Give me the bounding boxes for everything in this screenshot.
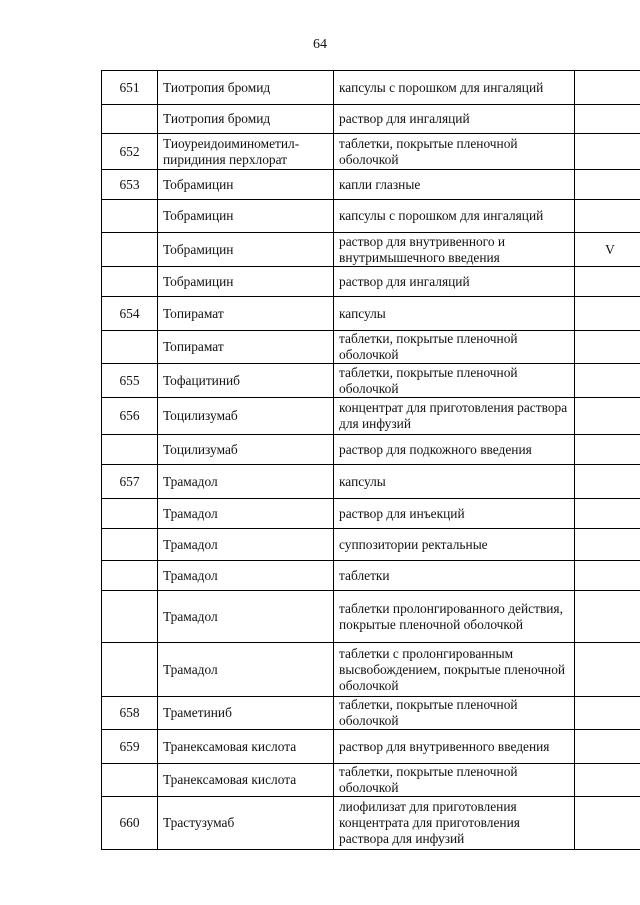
dosage-form-cell: суппозитории ректальные xyxy=(334,529,575,561)
table-row xyxy=(102,764,640,797)
drug-name-cell: Тиотропия бромид xyxy=(158,105,334,134)
row-number-cell xyxy=(102,200,158,233)
row-number-cell: 655 xyxy=(102,364,158,398)
drug-name-cell: Тоцилизумаб xyxy=(158,398,334,435)
table-row xyxy=(102,134,640,170)
page-number: 64 xyxy=(313,37,327,52)
dosage-form-cell: концентрат для приготовления раствора для инфузий xyxy=(334,398,575,435)
row-number-cell xyxy=(102,764,158,797)
drug-name-cell: Тобрамицин xyxy=(158,200,334,233)
table-row xyxy=(102,561,640,591)
table-row xyxy=(102,529,640,561)
table-row xyxy=(102,465,640,499)
table-row xyxy=(102,71,640,105)
table-row xyxy=(102,697,640,730)
table-row xyxy=(102,331,640,364)
drug-name-cell: Тоцилизумаб xyxy=(158,435,334,465)
table-row xyxy=(102,170,640,200)
dosage-form-cell: раствор для подкожного введения xyxy=(334,435,575,465)
dosage-form-cell: раствор для ингаляций xyxy=(334,267,575,297)
row-number-cell xyxy=(102,331,158,364)
dosage-form-cell: капсулы xyxy=(334,465,575,499)
mark-cell xyxy=(575,364,640,398)
dosage-form-cell: лиофилизат для приготовления концентрата для приготовления раствора для инфузий xyxy=(334,797,575,850)
table-row xyxy=(102,499,640,529)
mark-cell xyxy=(575,170,640,200)
mark-cell xyxy=(575,797,640,850)
drug-name-cell: Тобрамицин xyxy=(158,233,334,267)
dosage-form-cell: таблетки, покрытые пленочной оболочкой xyxy=(334,134,575,170)
row-number-cell: 654 xyxy=(102,297,158,331)
mark-cell xyxy=(575,297,640,331)
row-number-cell xyxy=(102,643,158,697)
drug-name-cell: Топирамат xyxy=(158,331,334,364)
mark-cell xyxy=(575,435,640,465)
dosage-form-cell: капли глазные xyxy=(334,170,575,200)
mark-cell xyxy=(575,643,640,697)
mark-cell xyxy=(575,71,640,105)
drug-name-cell: Тобрамицин xyxy=(158,170,334,200)
dosage-form-cell: таблетки с пролонгированным высвобождением, покрытые пленочной оболочкой xyxy=(334,643,575,697)
row-number-cell xyxy=(102,435,158,465)
mark-cell xyxy=(575,465,640,499)
table-row xyxy=(102,398,640,435)
table-row xyxy=(102,797,640,850)
table-row xyxy=(102,105,640,134)
mark-cell xyxy=(575,331,640,364)
table-row xyxy=(102,364,640,398)
row-number-cell xyxy=(102,233,158,267)
dosage-form-cell: раствор для ингаляций xyxy=(334,105,575,134)
row-number-cell: 656 xyxy=(102,398,158,435)
drug-name-cell: Трамадол xyxy=(158,591,334,643)
mark-cell xyxy=(575,499,640,529)
row-number-cell xyxy=(102,105,158,134)
drug-name-cell: Тиоуреидоиминометил-пиридиния перхлорат xyxy=(158,134,334,170)
drug-name-cell: Трамадол xyxy=(158,499,334,529)
table-row xyxy=(102,297,640,331)
dosage-form-cell: капсулы с порошком для ингаляций xyxy=(334,71,575,105)
row-number-cell: 652 xyxy=(102,134,158,170)
drug-name-cell: Транексамовая кислота xyxy=(158,730,334,764)
row-number-cell xyxy=(102,499,158,529)
drug-table xyxy=(101,70,640,850)
table-row xyxy=(102,233,640,267)
mark-cell xyxy=(575,200,640,233)
dosage-form-cell: раствор для инъекций xyxy=(334,499,575,529)
dosage-form-cell: таблетки xyxy=(334,561,575,591)
drug-name-cell: Тофацитиниб xyxy=(158,364,334,398)
drug-name-cell: Трамадол xyxy=(158,643,334,697)
table-body xyxy=(102,71,640,850)
drug-name-cell: Транексамовая кислота xyxy=(158,764,334,797)
dosage-form-cell: таблетки, покрытые пленочной оболочкой xyxy=(334,764,575,797)
row-number-cell xyxy=(102,267,158,297)
dosage-form-cell: таблетки, покрытые пленочной оболочкой xyxy=(334,364,575,398)
row-number-cell: 653 xyxy=(102,170,158,200)
row-number-cell xyxy=(102,561,158,591)
table-row xyxy=(102,643,640,697)
dosage-form-cell: капсулы с порошком для ингаляций xyxy=(334,200,575,233)
drug-name-cell: Тиотропия бромид xyxy=(158,71,334,105)
mark-cell xyxy=(575,105,640,134)
mark-cell xyxy=(575,561,640,591)
dosage-form-cell: таблетки, покрытые пленочной оболочкой xyxy=(334,697,575,730)
dosage-form-cell: капсулы xyxy=(334,297,575,331)
mark-cell xyxy=(575,730,640,764)
table-row xyxy=(102,435,640,465)
drug-name-cell: Тобрамицин xyxy=(158,267,334,297)
dosage-form-cell: раствор для внутривенного введения xyxy=(334,730,575,764)
table-row xyxy=(102,730,640,764)
drug-name-cell: Топирамат xyxy=(158,297,334,331)
drug-name-cell: Трастузумаб xyxy=(158,797,334,850)
row-number-cell: 660 xyxy=(102,797,158,850)
mark-cell: V xyxy=(575,233,640,267)
row-number-cell: 658 xyxy=(102,697,158,730)
mark-cell xyxy=(575,764,640,797)
mark-cell xyxy=(575,267,640,297)
mark-cell xyxy=(575,398,640,435)
drug-name-cell: Трамадол xyxy=(158,529,334,561)
drug-name-cell: Траметиниб xyxy=(158,697,334,730)
row-number-cell: 659 xyxy=(102,730,158,764)
dosage-form-cell: таблетки, покрытые пленочной оболочкой xyxy=(334,331,575,364)
mark-cell xyxy=(575,591,640,643)
mark-cell xyxy=(575,697,640,730)
table-row xyxy=(102,200,640,233)
table-row xyxy=(102,591,640,643)
row-number-cell: 657 xyxy=(102,465,158,499)
row-number-cell xyxy=(102,529,158,561)
table-row xyxy=(102,267,640,297)
row-number-cell: 651 xyxy=(102,71,158,105)
row-number-cell xyxy=(102,591,158,643)
mark-cell xyxy=(575,529,640,561)
dosage-form-cell: таблетки пролонгированного действия, покрытые пленочной оболочкой xyxy=(334,591,575,643)
mark-cell xyxy=(575,134,640,170)
drug-name-cell: Трамадол xyxy=(158,561,334,591)
drug-name-cell: Трамадол xyxy=(158,465,334,499)
dosage-form-cell: раствор для внутривенного и внутримышечного введения xyxy=(334,233,575,267)
